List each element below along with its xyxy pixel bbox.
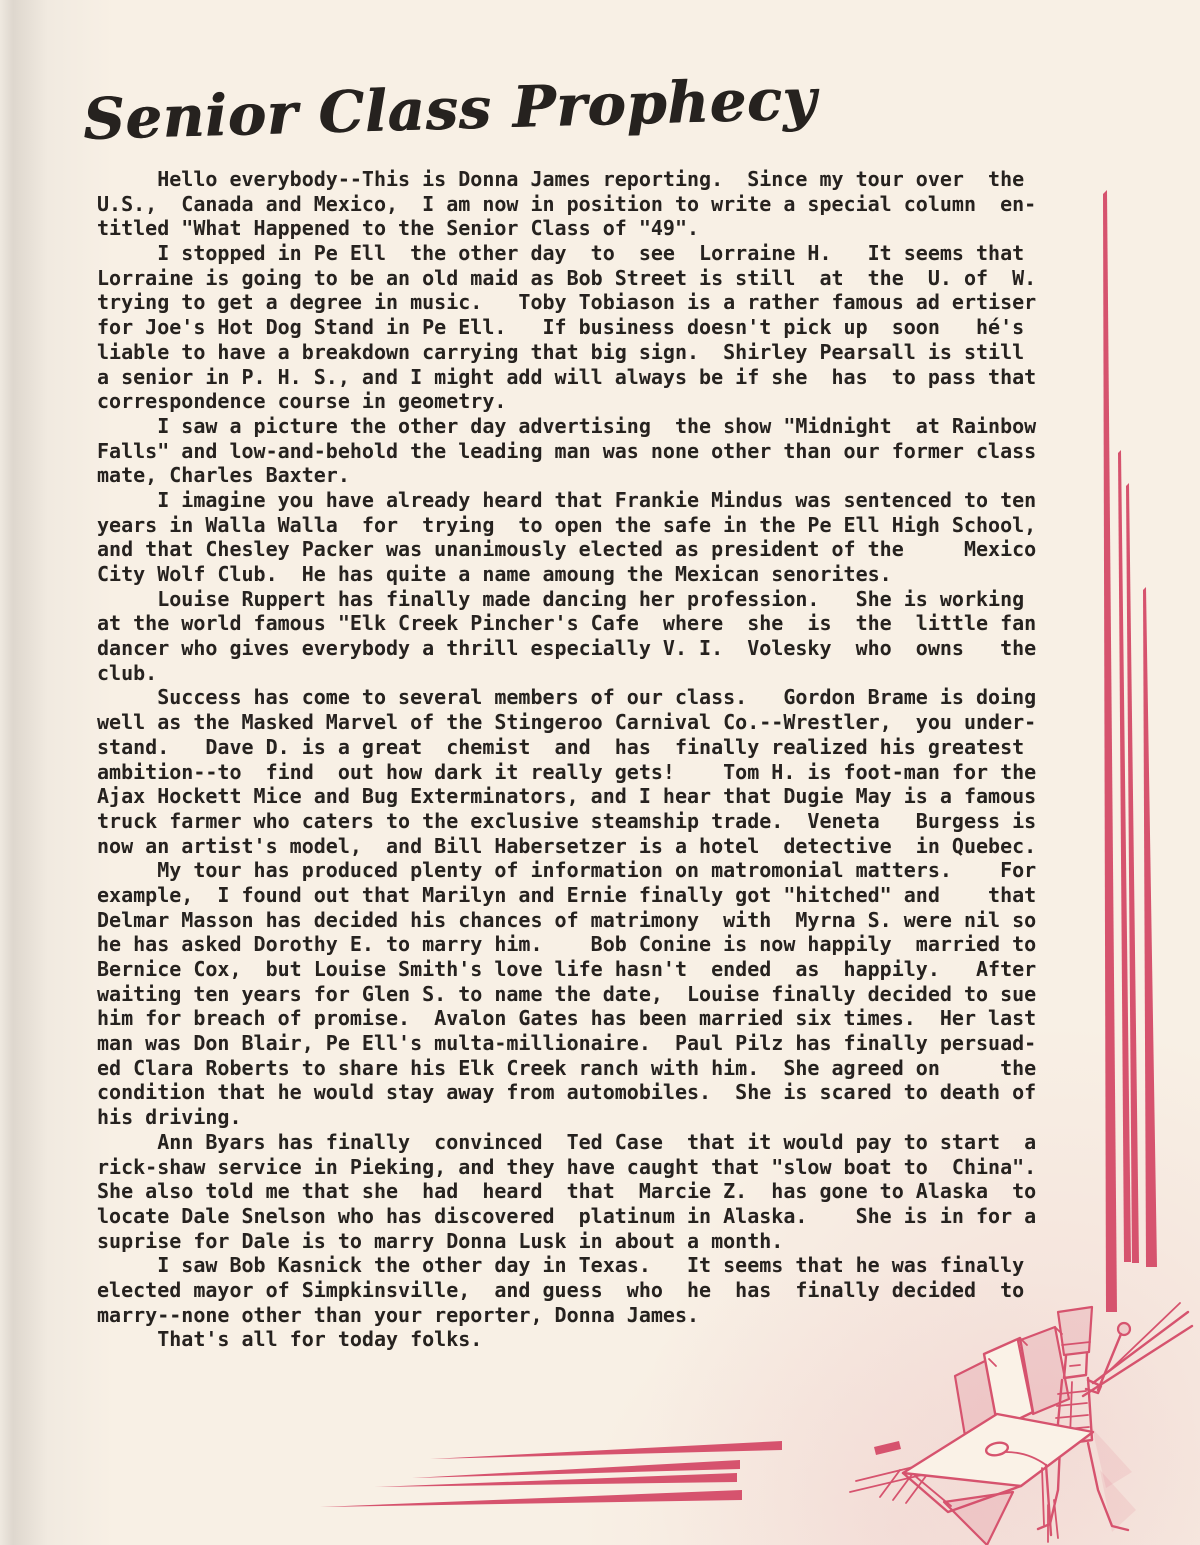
- text-line: truck farmer who caters to the exclusive steamship trade. Veneta Burgess is: [97, 808, 1037, 833]
- text-line: mate, Charles Baxter.: [97, 463, 350, 488]
- text-line: Ann Byars has finally convinced Ted Case that it would pay to start a: [97, 1129, 1037, 1154]
- text-line: Louise Ruppert has finally made dancing her profession. She is working: [97, 586, 1025, 611]
- text-line: Ajax Hockett Mice and Bug Exterminators, and I hear that Dugie May is a famous: [97, 784, 1037, 809]
- text-line: ambition--to find out how dark it really gets! Tom H. is foot-man for the: [97, 759, 1037, 784]
- text-line: him for breach of promise. Avalon Gates has been married six times. Her last: [97, 1006, 1037, 1031]
- text-line: man was Don Blair, Pe Ell's multa-millionaire. Paul Pilz has finally persuad-: [97, 1031, 1037, 1056]
- text-line: and that Chesley Packer was unanimously elected as president of the Mexico: [97, 537, 1037, 562]
- text-line: for Joe's Hot Dog Stand in Pe Ell. If business doesn't pick up soon hé's: [97, 315, 1025, 340]
- text-line: dancer who gives everybody a thrill especially V. I. Volesky who owns the: [97, 636, 1037, 661]
- text-line: well as the Masked Marvel of the Stingeroo Carnival Co.--Wrestler, you under-: [97, 710, 1037, 735]
- text-line: years in Walla Walla for trying to open the safe in the Pe Ell High School,: [97, 512, 1037, 537]
- text-line: a senior in P. H. S., and I might add will always be if she has to pass that: [97, 364, 1037, 389]
- text-line: My tour has produced plenty of information on matromonial matters. For: [97, 858, 1037, 883]
- text-line: Hello everybody--This is Donna James reporting. Since my tour over the: [97, 167, 1025, 191]
- text-line: condition that he would stay away from automobiles. She is scared to death of: [97, 1080, 1037, 1105]
- text-line: I imagine you have already heard that Frankie Mindus was sentenced to ten: [97, 487, 1037, 512]
- text-line: ed Clara Roberts to share his Elk Creek ranch with him. She agreed on the: [97, 1055, 1037, 1080]
- bottom-accent-lines: [320, 1441, 901, 1507]
- text-line: correspondence course in geometry.: [97, 389, 507, 414]
- text-line: Success has come to several members of our class. Gordon Brame is doing: [97, 685, 1037, 710]
- text-line: U.S., Canada and Mexico, I am now in position to write a special column en-: [97, 191, 1037, 216]
- text-line: locate Dale Snelson who has discovered platinum in Alaska. She is in for a: [97, 1203, 1037, 1228]
- text-line: She also told me that she had heard that Marcie Z. has gone to Alaska to: [97, 1179, 1037, 1204]
- text-line: Bernice Cox, but Louise Smith's love life hasn't ended as happily. After: [97, 957, 1037, 981]
- text-line: stand. Dave D. is a great chemist and has finally realized his greatest: [97, 734, 1025, 759]
- text-line: I saw Bob Kasnick the other day in Texas. It seems that he was finally: [97, 1253, 1025, 1278]
- text-line: at the world famous "Elk Creek Pincher's Cafe where she is the little fan: [97, 611, 1037, 636]
- text-line: his driving.: [97, 1105, 242, 1130]
- text-line: suprise for Dale is to marry Donna Lusk in about a month.: [97, 1228, 784, 1253]
- text-line: marry--none other than your reporter, Donna James.: [97, 1302, 700, 1327]
- right-accent-lines: [1103, 190, 1157, 1312]
- text-line: trying to get a degree in music. Toby Tobiason is a rather famous ad ertiser: [97, 290, 1037, 315]
- text-line: Delmar Masson has decided his chances of matrimony with Myrna S. were nil so: [97, 907, 1037, 932]
- text-line: I stopped in Pe Ell the other day to see Lorraine H. It seems that: [97, 241, 1025, 266]
- page-title: Senior Class Prophecy: [82, 65, 818, 153]
- text-line: Falls" and low-and-behold the leading man was none other than our former class: [97, 438, 1037, 463]
- text-line: he has asked Dorothy E. to marry him. Bob Conine is now happily married to: [97, 932, 1037, 957]
- text-line: elected mayor of Simpkinsville, and guess who he has finally decided to: [97, 1277, 1025, 1302]
- text-line: titled "What Happened to the Senior Class of "49".: [97, 216, 700, 241]
- text-line: example, I found out that Marilyn and Ernie finally got "hitched" and that: [97, 882, 1037, 907]
- body-text: [97, 167, 1057, 1352]
- text-line: City Wolf Club. He has quite a name amoung the Mexican senorites.: [97, 562, 892, 586]
- text-line: club.: [97, 660, 158, 685]
- text-line: Lorraine is going to be an old maid as Bob Street is still at the U. of W.: [97, 265, 1037, 290]
- text-line: I saw a picture the other day advertising the show "Midnight at Rainbow: [97, 413, 1037, 438]
- text-line: liable to have a breakdown carrying that big sign. Shirley Pearsall is still: [97, 339, 1025, 364]
- text-line: rick-shaw service in Pieking, and they have caught that "slow boat to China".: [97, 1154, 1037, 1179]
- text-line: That's all for today folks.: [97, 1327, 483, 1352]
- text-line: waiting ten years for Glen S. to name the date, Louise finally decided to sue: [97, 981, 1037, 1006]
- graduation-cap-icon: [903, 1414, 1093, 1545]
- text-line: now an artist's model, and Bill Habersetzer is a hotel detective in Quebec.: [97, 833, 1037, 858]
